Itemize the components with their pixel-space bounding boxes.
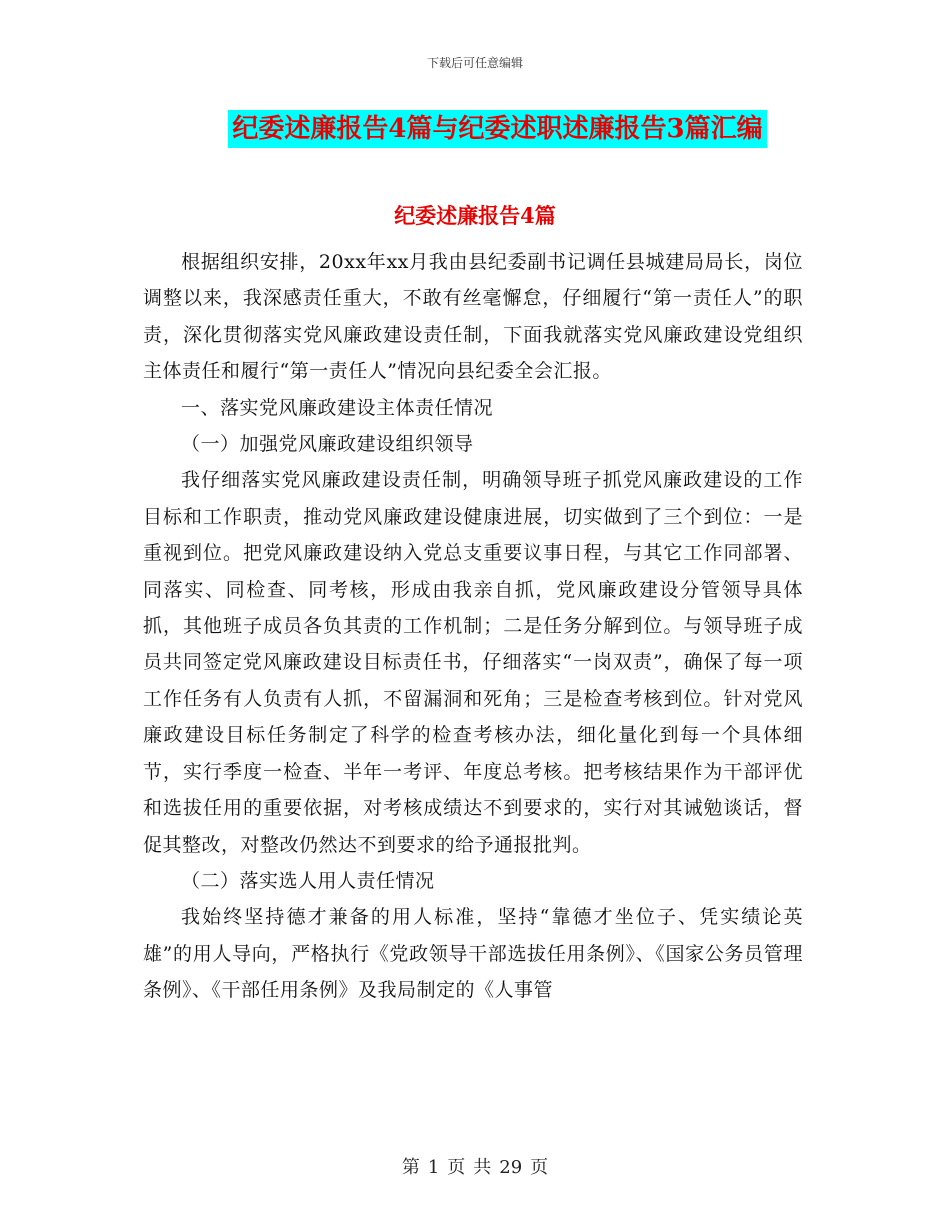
section-title: 纪委述廉报告4篇 bbox=[394, 203, 556, 228]
paragraph: 根据组织安排，20xx年xx月我由县纪委副书记调任县城建局局长，岗位调整以来，我深感责任重大，不敢有丝毫懈怠，仔细履行“第一责任人”的职责，深化贯彻落实党风廉政建设责任制，下面我就落实党风廉政建设党组织主体责任和履行“第一责任人”情况向县纪委全会汇报。 bbox=[143, 251, 803, 383]
paragraph-heading: （一）加强党风廉政建设组织领导 bbox=[181, 433, 474, 456]
paragraph-heading: 一、落实党风廉政建设主体责任情况 bbox=[181, 396, 494, 419]
total-pages: 29 bbox=[499, 1157, 523, 1178]
paragraph-heading: （二）落实选人用人责任情况 bbox=[181, 869, 435, 892]
footer-total-label: 共 bbox=[473, 1157, 492, 1178]
footer-page-label: 页 bbox=[447, 1157, 466, 1178]
page-footer bbox=[0, 1153, 950, 1179]
document-body bbox=[143, 244, 803, 1009]
header-note: 下载后可任意编辑 bbox=[426, 56, 523, 70]
paragraph: 我始终坚持德才兼备的用人标准，坚持“靠德才坐位子、凭实绩论英雄”的用人导向，严格执行《党政领导干部选拔任用条例》、《国家公务员管理条例》、《干部任用条例》及我局制定的《人事管 bbox=[143, 906, 803, 1002]
main-title-wrap bbox=[0, 110, 950, 148]
page-number: 1 bbox=[427, 1157, 440, 1178]
footer-prefix: 第 bbox=[401, 1157, 420, 1178]
document-title: 纪委述廉报告4篇与纪委述职述廉报告3篇汇编 bbox=[228, 110, 766, 148]
paragraph: 我仔细落实党风廉政建设责任制，明确领导班子抓党风廉政建设的工作目标和工作职责，推动党风廉政建设健康进展，切实做到了三个到位：一是重视到位。把党风廉政建设纳入党总支重要议事日程，与其它工作同部署、同落实、同检查、同考核，形成由我亲自抓，党风廉政建设分管领导具体抓，其他班子成员各负其责的工作机制；二是任务分解到位。与领导班子成员共同签定党风廉政建设目标责任书，仔细落实“一岗双责”，确保了每一项工作任务有人负责有人抓，不留漏洞和死角；三是检查考核到位。针对党风廉政建设目标任务制定了科学的检查考核办法，细化量化到每一个具体细节，实行季度一检查、半年一考评、年度总考核。把考核结果作为干部评优和选拔任用的重要依据，对考核成绩达不到要求的，实行对其诫勉谈话，督促其整改，对整改仍然达不到要求的给予通报批判。 bbox=[143, 469, 803, 856]
footer-suffix: 页 bbox=[530, 1157, 549, 1178]
